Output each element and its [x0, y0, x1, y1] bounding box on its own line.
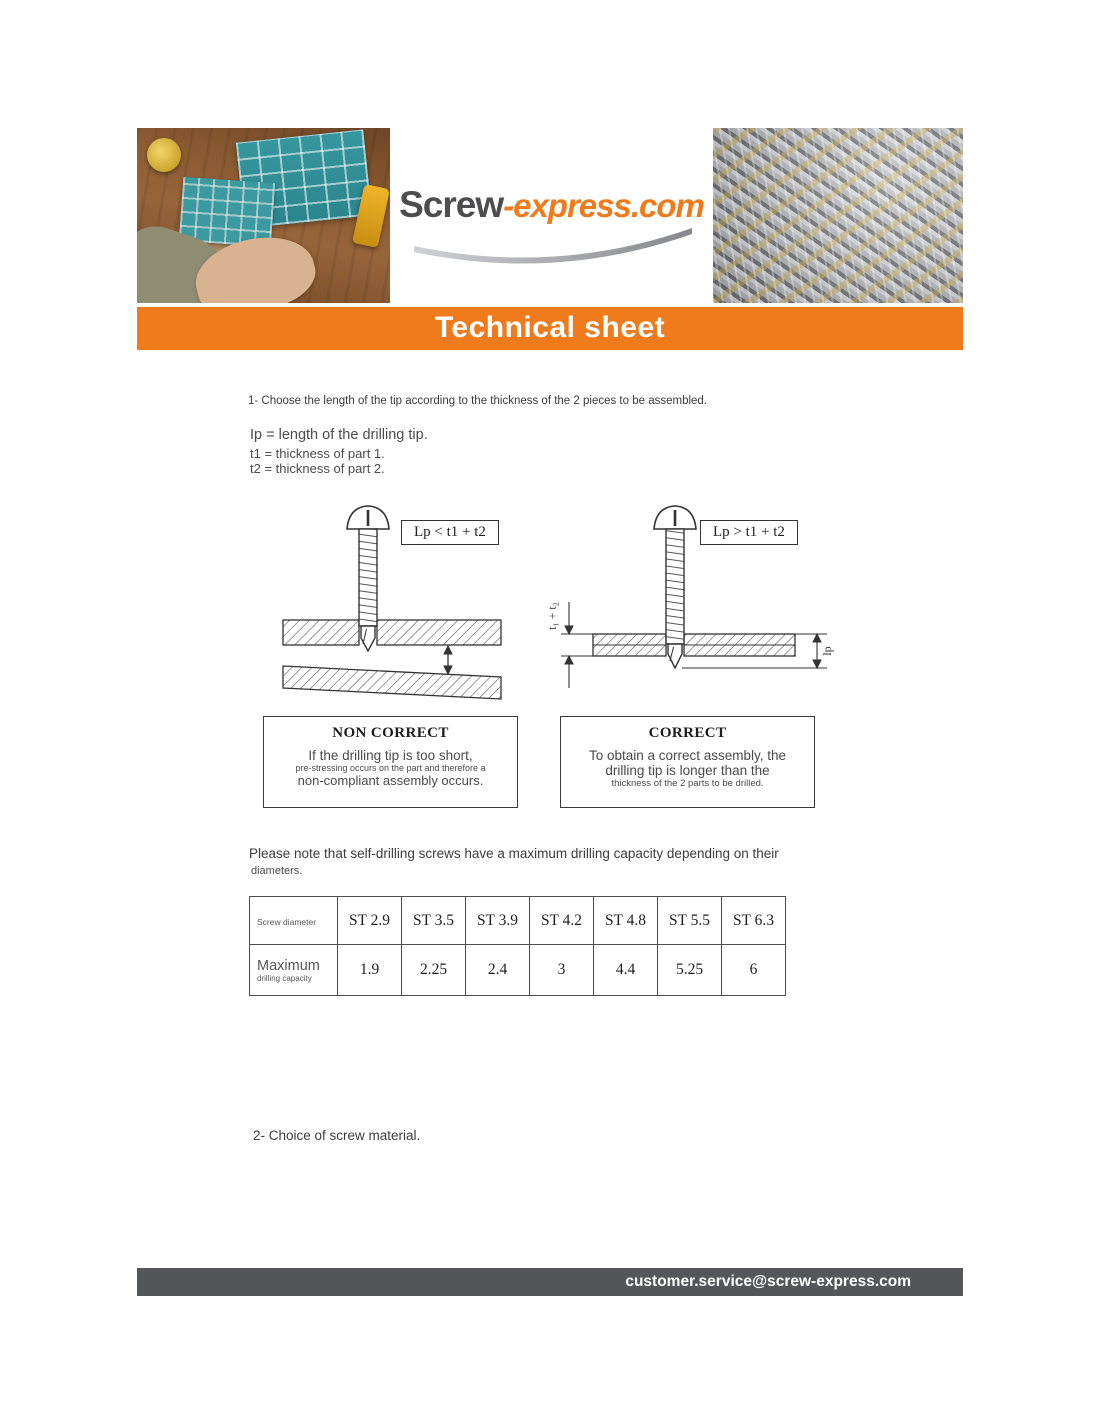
value-st63: 6 [722, 945, 786, 996]
noncorrect-line3: non-compliant assembly occurs. [297, 773, 484, 788]
header-screw-diameter: Screw diameter [250, 897, 338, 945]
value-st55: 5.25 [658, 945, 722, 996]
noncorrect-box [263, 716, 518, 808]
diagram-correct [545, 498, 837, 713]
correct-line3: thickness of the 2 parts to be drilled. [611, 778, 764, 789]
logo-area [390, 128, 713, 303]
noncorrect-line2: pre-stressing occurs on the part and therefore a [295, 763, 486, 773]
value-st39: 2.4 [466, 945, 530, 996]
capacity-note-line1: Please note that self-drilling screws have a maximum drilling capacity depending on their [249, 846, 779, 861]
logo-text-screw: Screw [399, 184, 504, 225]
capacity-note-line2: diameters. [251, 865, 303, 877]
value-st48: 4.4 [594, 945, 658, 996]
correct-box [560, 716, 815, 808]
correct-line2: drilling tip is longer than the [605, 763, 770, 778]
section1-intro: 1- Choose the length of the tip according to the thickness of the 2 pieces to be assembled. [248, 395, 708, 407]
header-st55: ST 5.5 [658, 897, 722, 945]
diagram-noncorrect [263, 498, 518, 710]
header-photo-right [713, 128, 963, 303]
header-st63: ST 6.3 [722, 897, 786, 945]
header-photo-left [137, 128, 390, 303]
gap-arrow-icon [444, 646, 452, 674]
value-st35: 2.25 [402, 945, 466, 996]
legend-t2: t2 = thickness of part 2. [250, 461, 385, 476]
formula-lp-long: Lp > t1 + t2 [700, 520, 798, 545]
noncorrect-line1: If the drilling tip is too short, [308, 748, 473, 763]
plate-bottom-tilted [283, 666, 501, 699]
logo-text-express: -express.com [503, 187, 704, 224]
brand-logo [399, 184, 704, 226]
legend-lp: Ip = length of the drilling tip. [250, 427, 428, 443]
row-label-cell: Maximum drilling capacity [250, 945, 338, 996]
capacity-table-header-row [250, 897, 786, 945]
value-st29: 1.9 [338, 945, 402, 996]
footer-bar [137, 1268, 963, 1296]
correct-title: CORRECT [648, 725, 727, 741]
value-st42: 3 [530, 945, 594, 996]
logo-swoosh-icon [406, 224, 698, 264]
header-st39: ST 3.9 [466, 897, 530, 945]
noncorrect-title: NON CORRECT [332, 725, 449, 741]
page-title: Technical sheet [137, 307, 963, 350]
dim-label-lp: lp [820, 646, 834, 656]
header-st42: ST 4.2 [530, 897, 594, 945]
tape-measure [147, 138, 181, 172]
capacity-table-value-row [250, 945, 786, 996]
header-st48: ST 4.8 [594, 897, 658, 945]
footer-email: customer.service@screw-express.com [625, 1273, 911, 1290]
correct-line1: To obtain a correct assembly, the [588, 748, 787, 763]
plate-top [283, 620, 501, 645]
dim-label-t1t2: t₁ + t₂ [545, 602, 559, 630]
section2-intro: 2- Choice of screw material. [253, 1128, 421, 1143]
formula-lp-short: Lp < t1 + t2 [401, 520, 499, 545]
legend-t1: t1 = thickness of part 1. [250, 446, 385, 461]
capacity-table [249, 896, 786, 996]
header-banner [137, 128, 963, 303]
plates-stacked [593, 634, 795, 656]
header-st29: ST 2.9 [338, 897, 402, 945]
dimension-t1t2 [561, 602, 593, 688]
header-st35: ST 3.5 [402, 897, 466, 945]
